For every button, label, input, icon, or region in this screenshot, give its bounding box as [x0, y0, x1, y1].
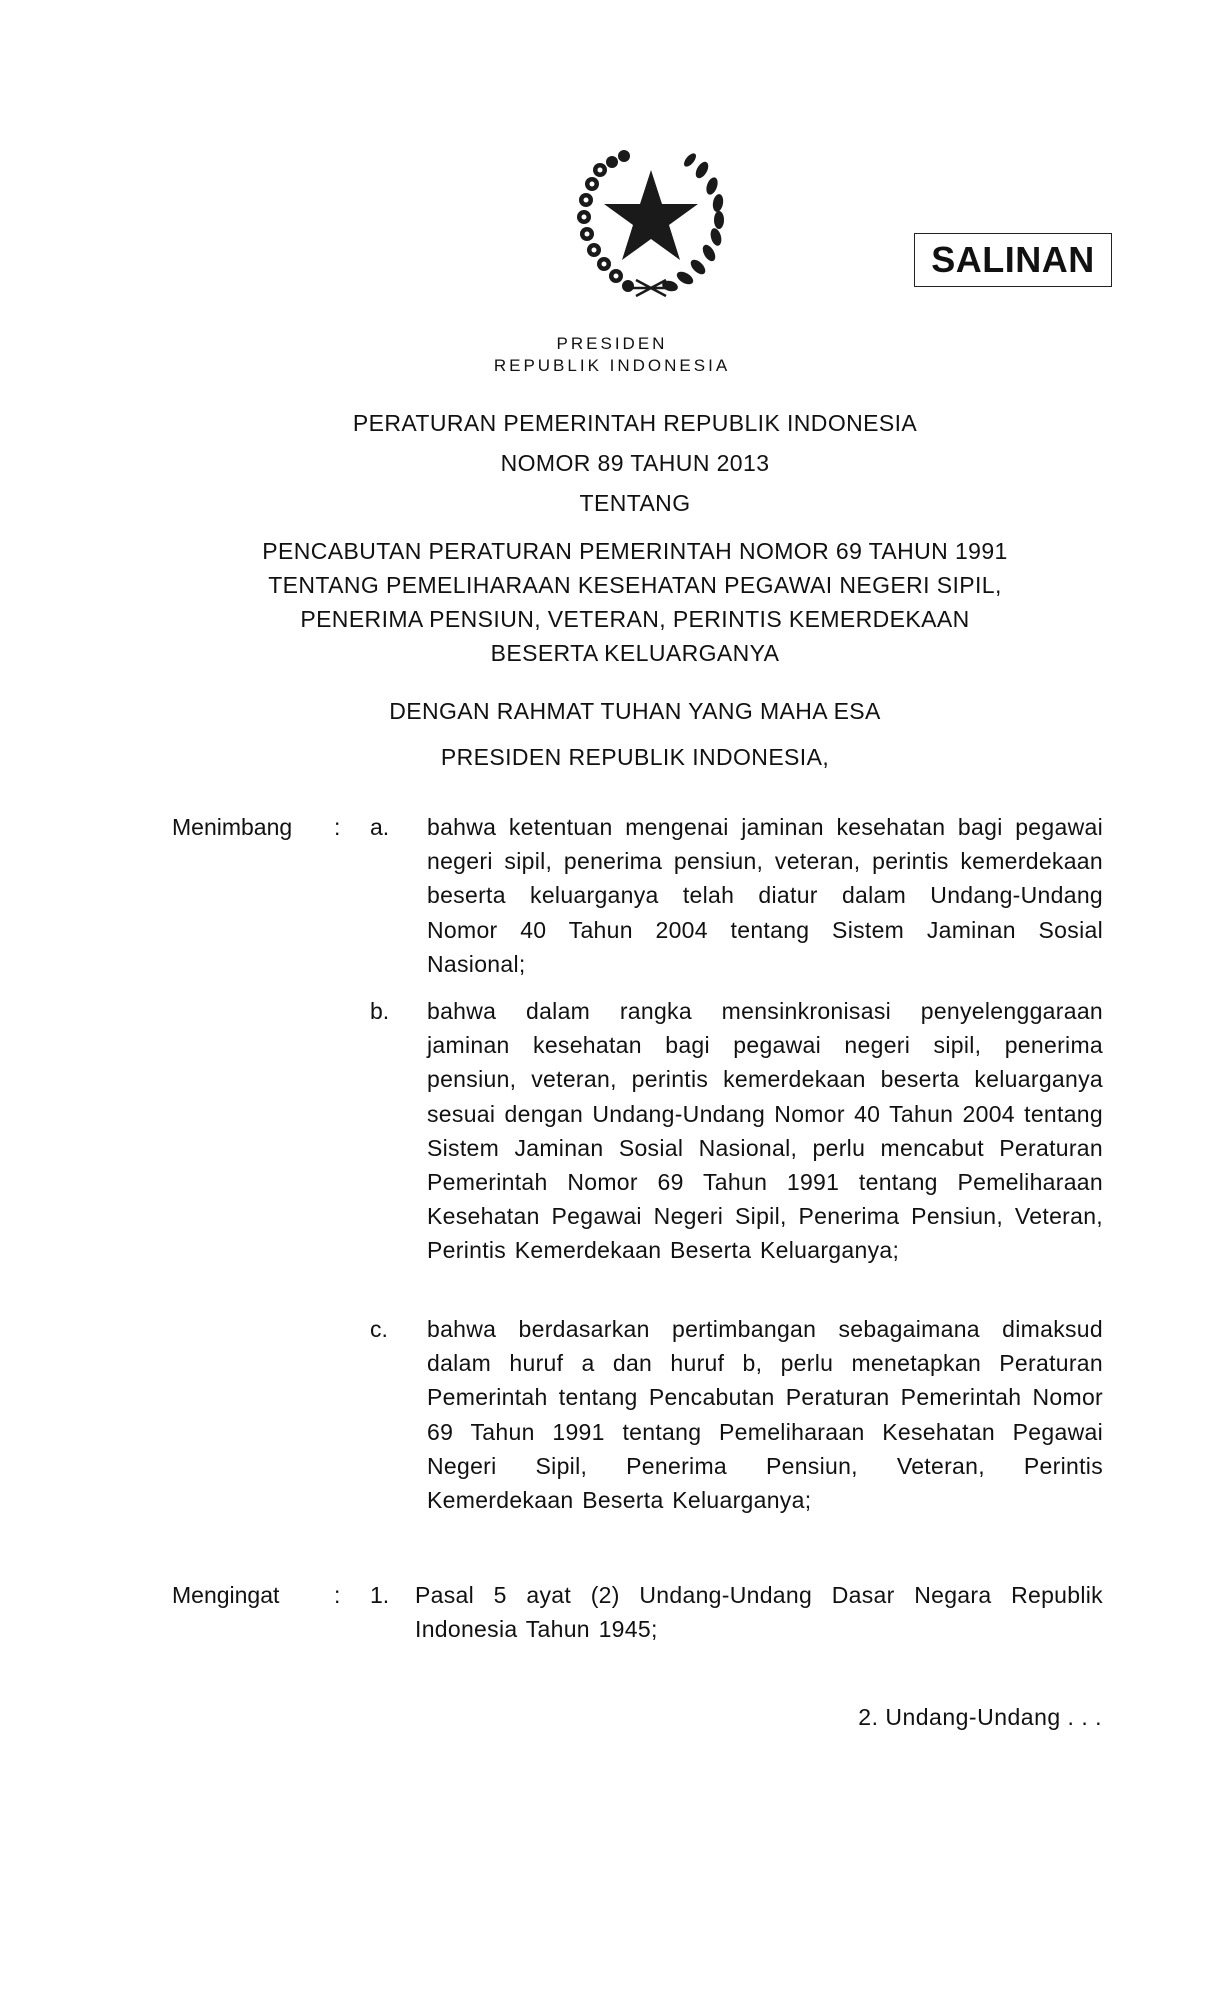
- section-label-mengingat: Mengingat: [172, 1582, 280, 1608]
- copy-stamp: SALINAN: [914, 233, 1112, 287]
- title-line: PENERIMA PENSIUN, VETERAN, PERINTIS KEMERDEKAAN: [300, 606, 970, 632]
- blessing-line: DENGAN RAHMAT TUHAN YANG MAHA ESA: [389, 698, 881, 724]
- emblem-caption-title: PRESIDEN: [556, 334, 668, 353]
- regulation-number: NOMOR 89 TAHUN 2013: [500, 450, 770, 476]
- item-marker: c.: [370, 1316, 388, 1342]
- item-marker: a.: [370, 814, 390, 840]
- title-line: BESERTA KELUARGANYA: [490, 640, 780, 666]
- section-colon: :: [334, 814, 341, 840]
- emblem-caption-country: REPUBLIK INDONESIA: [493, 356, 731, 375]
- considering-item-a: bahwa ketentuan mengenai jaminan kesehatan bagi pegawai negeri sipil, penerima pensiun, veteran, perintis kemerdekaan beserta keluarganya telah diatur dalam Undang-Undang Nomor 40 Tahun 2004 tentang Sistem Jaminan Sosial Nasional;: [427, 814, 1103, 977]
- item-marker: 1.: [370, 1582, 390, 1608]
- considering-item-c: bahwa berdasarkan pertimbangan sebagaimana dimaksud dalam huruf a dan huruf b, perlu menetapkan Peraturan Pemerintah tentang Pencabutan Peraturan Pemerintah Nomor 69 Tahun 1991 tentang Pemeliharaan Kesehatan Pegawai Negeri Sipil, Penerima Pensiun, Veteran, Perintis Kemerdekaan Beserta Keluarganya;: [427, 1316, 1103, 1514]
- item-marker: b.: [370, 998, 390, 1024]
- presidential-emblem-icon: [566, 140, 736, 300]
- regulation-type: PERATURAN PEMERINTAH REPUBLIK INDONESIA: [352, 410, 918, 436]
- considering-item-b: bahwa dalam rangka mensinkronisasi penyelenggaraan jaminan kesehatan bagi pegawai negeri sipil, penerima pensiun, veteran, perintis kemerdekaan beserta keluarganya sesuai dengan Undang-Undang Nomor 40 Tahun 2004 tentang Sistem Jaminan Sosial Nasional, perlu mencabut Peraturan Pemerintah Nomor 69 Tahun 1991 tentang Pemeliharaan Kesehatan Pegawai Negeri Sipil, Penerima Pensiun, Veteran, Perintis Kemerdekaan Beserta Keluarganya;: [427, 998, 1103, 1264]
- section-label-menimbang: Menimbang: [172, 814, 293, 840]
- title-line: TENTANG PEMELIHARAAN KESEHATAN PEGAWAI NEGERI SIPIL,: [268, 572, 1002, 598]
- regulation-about: TENTANG: [579, 490, 691, 516]
- title-line: PENCABUTAN PERATURAN PEMERINTAH NOMOR 69 TAHUN 1991: [262, 538, 1008, 564]
- recalling-item-1: Pasal 5 ayat (2) Undang-Undang Dasar Negara Republik Indonesia Tahun 1945;: [415, 1582, 1103, 1643]
- president-line: PRESIDEN REPUBLIK INDONESIA,: [440, 744, 830, 770]
- section-colon: :: [334, 1582, 341, 1608]
- page-continuation: 2. Undang-Undang . . .: [858, 1704, 1102, 1730]
